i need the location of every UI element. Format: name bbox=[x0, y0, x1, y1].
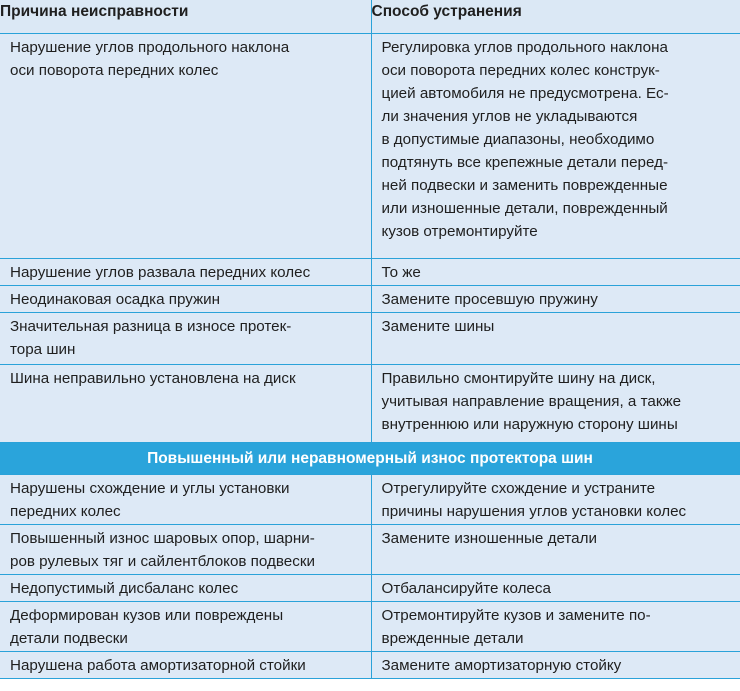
remedy-cell: То же bbox=[371, 259, 740, 286]
table-row bbox=[0, 259, 740, 286]
table-row bbox=[0, 575, 740, 602]
remedy-cell: Отрегулируйте схождение и устраните причины нарушения углов установки колес bbox=[371, 475, 740, 525]
cause-cell: Нарушена работа амортизаторной стойки bbox=[0, 652, 371, 679]
table-row bbox=[0, 475, 740, 525]
cause-cell: Нарушение углов развала передних колес bbox=[0, 259, 371, 286]
cause-cell: Значительная разница в износе протек- тора шин bbox=[0, 313, 371, 365]
cause-cell: Недопустимый дисбаланс колес bbox=[0, 575, 371, 602]
cause-cell: Нарушение углов продольного наклона оси поворота передних колес bbox=[0, 34, 371, 259]
remedy-cell: Регулировка углов продольного наклона оси поворота передних колес конструк- цией автомобиля не предусмотрена. Ес- ли значения углов не укладываются в допустимые диапазоны, необходимо подтянуть все крепежные детали перед- ней подвески и заменить поврежденные или изношенные детали, поврежденный кузов отремонтируйте bbox=[371, 34, 740, 259]
cause-cell: Шина неправильно установлена на диск bbox=[0, 365, 371, 443]
header-cause: Причина неисправности bbox=[0, 0, 371, 34]
table-row bbox=[0, 286, 740, 313]
remedy-cell: Замените просевшую пружину bbox=[371, 286, 740, 313]
remedy-cell: Замените изношенные детали bbox=[371, 525, 740, 575]
table-header-row bbox=[0, 0, 740, 34]
section-header-row bbox=[0, 443, 740, 475]
table-row bbox=[0, 602, 740, 652]
table-row bbox=[0, 652, 740, 679]
table-row bbox=[0, 365, 740, 443]
remedy-cell: Замените амортизаторную стойку bbox=[371, 652, 740, 679]
header-remedy: Способ устранения bbox=[371, 0, 740, 34]
cause-cell: Деформирован кузов или повреждены детали подвески bbox=[0, 602, 371, 652]
remedy-cell: Правильно смонтируйте шину на диск, учитывая направление вращения, а также внутреннюю или наружную сторону шины bbox=[371, 365, 740, 443]
section-title: Повышенный или неравномерный износ протектора шин bbox=[0, 443, 740, 475]
remedy-cell: Замените шины bbox=[371, 313, 740, 365]
cause-cell: Нарушены схождение и углы установки передних колес bbox=[0, 475, 371, 525]
table-row bbox=[0, 34, 740, 259]
table-row bbox=[0, 313, 740, 365]
cause-cell: Неодинаковая осадка пружин bbox=[0, 286, 371, 313]
table-row bbox=[0, 525, 740, 575]
cause-cell: Повышенный износ шаровых опор, шарни- ров рулевых тяг и сайлентблоков подвески bbox=[0, 525, 371, 575]
remedy-cell: Отбалансируйте колеса bbox=[371, 575, 740, 602]
remedy-cell: Отремонтируйте кузов и замените по- врежденные детали bbox=[371, 602, 740, 652]
